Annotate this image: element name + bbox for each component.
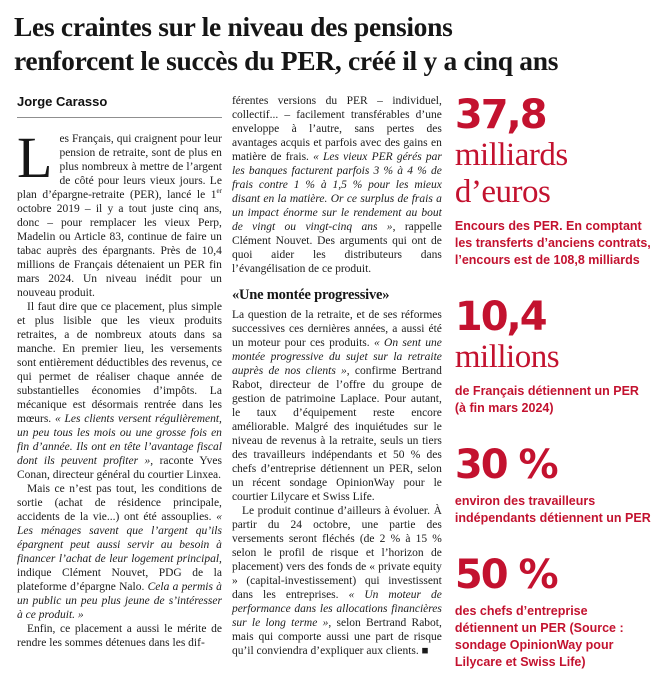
- stat-block-encours: [455, 94, 652, 269]
- text-run: « On sent une montée progressive du sujet sur la retraite auprès de nos clients »: [231, 337, 442, 377]
- article-title-line-2: renforcent le succès du PER, créé il y a cinq ans: [14, 45, 559, 76]
- stat-unit: millions: [454, 339, 560, 375]
- stat-description: environ des travailleurs indépendants détiennent un PER: [454, 494, 651, 525]
- text-run: Mais ce n’est pas tout, les conditions de sortie (achat de résidence principale, accidents de la vie...) ont été assouplies.: [17, 483, 222, 523]
- article-paragraph: [232, 504, 442, 658]
- text-run: , rappelle Clément Nouvet. Des arguments qui ont de quoi aider les distributeurs dans l’évangélisation de ce produit.: [231, 221, 442, 275]
- column-2-text-bottom: [232, 308, 442, 658]
- stat-block-chefs-entreprise: [455, 554, 652, 671]
- stat-description: de Français détiennent un PER (à fin mars 2024): [454, 384, 639, 415]
- article-paragraph: [232, 308, 442, 504]
- page-title: [14, 10, 652, 78]
- section-subhead: «Une montée progressive»: [231, 287, 390, 303]
- article-body: [12, 94, 652, 671]
- article-paragraph: [17, 300, 222, 482]
- stat-number: 10,4: [454, 294, 546, 340]
- text-run: Le produit continue d’ailleurs à évoluer. À partir du 24 octobre, une partie des versements seront fléchés (de 2 % à 15 % selon le profil de risque et l’horizon de placement) vers des fonds de « private equity » (capital-investissement) qui investissent dans les entreprises.: [231, 505, 442, 601]
- text-run: La question de la retraite, et de ses réformes successives ces dernières années, a aussi été un moteur pour ces produits.: [231, 309, 442, 349]
- byline-rule: [17, 117, 222, 118]
- article-paragraph: [17, 622, 222, 650]
- key-figures-sidebar: [455, 94, 652, 671]
- column-1-text: [12, 125, 222, 650]
- stat-unit: milliards d’euros: [454, 137, 568, 210]
- text-run: férentes versions du PER – individuel, collectif... – facilement transférables d’une enveloppe à l’autre, sans pertes des avantages acquis et parfois avec des gains en matière de frais.: [231, 95, 442, 163]
- article-column-2: [232, 94, 442, 658]
- byline-author: Jorge Carasso: [17, 94, 108, 109]
- text-run: indique Clément Nouvet, PDG de la plateforme d’épargne Nalo.: [17, 567, 222, 593]
- text-run: « Les ménages savent que l’argent qu’ils épargnent peut aussi servir au besoin à financer l’achat de leur logement principal,: [17, 511, 222, 565]
- text-run: octobre 2019 – il y a tout juste cinq ans, donc – pour remplacer les vieux Perp, Madelin ou Article 83, continue de faire un tabac auprès des épargnants. Près de 10,4 millions de Français détenaient un PER fin mars 2024. Un niveau inédit pour un nouveau produit.: [17, 203, 222, 299]
- stat-description: des chefs d’entreprise détiennent un PER (Source : sondage OpinionWay pour Lilycare et Swiss Life): [454, 604, 624, 669]
- text-run: « Les clients versent régulièrement, un peu tous les mois ou une grosse fois en fin d’année. Ils ont en tête l’avantage fiscal dont ils peuvent profiter »: [17, 413, 222, 467]
- text-run: , selon Bertrand Rabot, mais qui comporte aussi une part de risque qu’il conviendra d’expliquer aux clients. ■: [231, 617, 442, 657]
- text-run: es Français, qui craignent pour leur pension de retraite, sont de plus en plus nombreux à mettre de l’argent de côté pour leurs vieux jours. Le plan d’épargne-retraite (PER), lancé le 1: [17, 133, 222, 201]
- article-title-line-1: Les craintes sur le niveau des pensions: [14, 11, 453, 42]
- stat-number: 37,8: [454, 92, 546, 138]
- article-paragraph: [17, 125, 222, 300]
- text-run: , confirme Bertrand Rabot, directeur de l’offre du groupe de gestion de patrimoine Laplace. Pour autant, le taux d’équipement reste encore améliorable. Malgré des inquiétudes sur le niveau de revenus à la retraite, seuls un tiers des travailleurs indépendants et 50 % des chefs d’entreprise détiennent un PER, selon un récent sondage OpinionWay pour le courtier Lilycare et Swiss Life.: [231, 365, 442, 503]
- text-run: « Les vieux PER gérés par les banques facturent parfois 3 % à 4 % de frais contre 1 % à 1,5 % pour les mieux disant en la matière. Or ce surplus de frais a un impact énorme sur le rendement au bout de vingt ou vingt-cinq ans »: [231, 151, 442, 233]
- article-paragraph: [17, 482, 222, 622]
- stat-number: 50 %: [454, 552, 557, 598]
- article-paragraph: [232, 94, 442, 276]
- article-column-1: [12, 94, 222, 650]
- drop-cap: L: [17, 125, 53, 190]
- stat-description: Encours des PER. En comptant les transferts d’anciens contrats, l’encours est de 108,8 milliards: [454, 219, 651, 267]
- text-run: Cela a permis à un public un peu plus jeune de s’intéresser à ce produit. »: [17, 581, 222, 621]
- text-run: , raconte Yves Conan, directeur général du courtier Linxea.: [17, 455, 222, 481]
- stat-number: 30 %: [454, 442, 557, 488]
- column-2-text-top: [232, 94, 442, 276]
- stat-block-independants: [455, 444, 652, 527]
- text-run: Enfin, ce placement a aussi le mérite de rendre les sommes détenues dans les dif-: [17, 623, 222, 649]
- text-run: « Un moteur de performance dans les allocations financières sur le long terme »: [231, 589, 442, 629]
- stat-block-detenteurs: [455, 296, 652, 417]
- text-run: er: [216, 187, 222, 196]
- text-run: Il faut dire que ce placement, plus simple et plus lisible que les vieux produits retraites, a de nombreux atouts dans sa manche. En premier lieu, les versements sont entièrement déductibles des revenus, ce qui permet de réaliser chaque année de substantielles économies d’impôts. La mécanique est désormais rentrée dans les mœurs.: [17, 301, 222, 425]
